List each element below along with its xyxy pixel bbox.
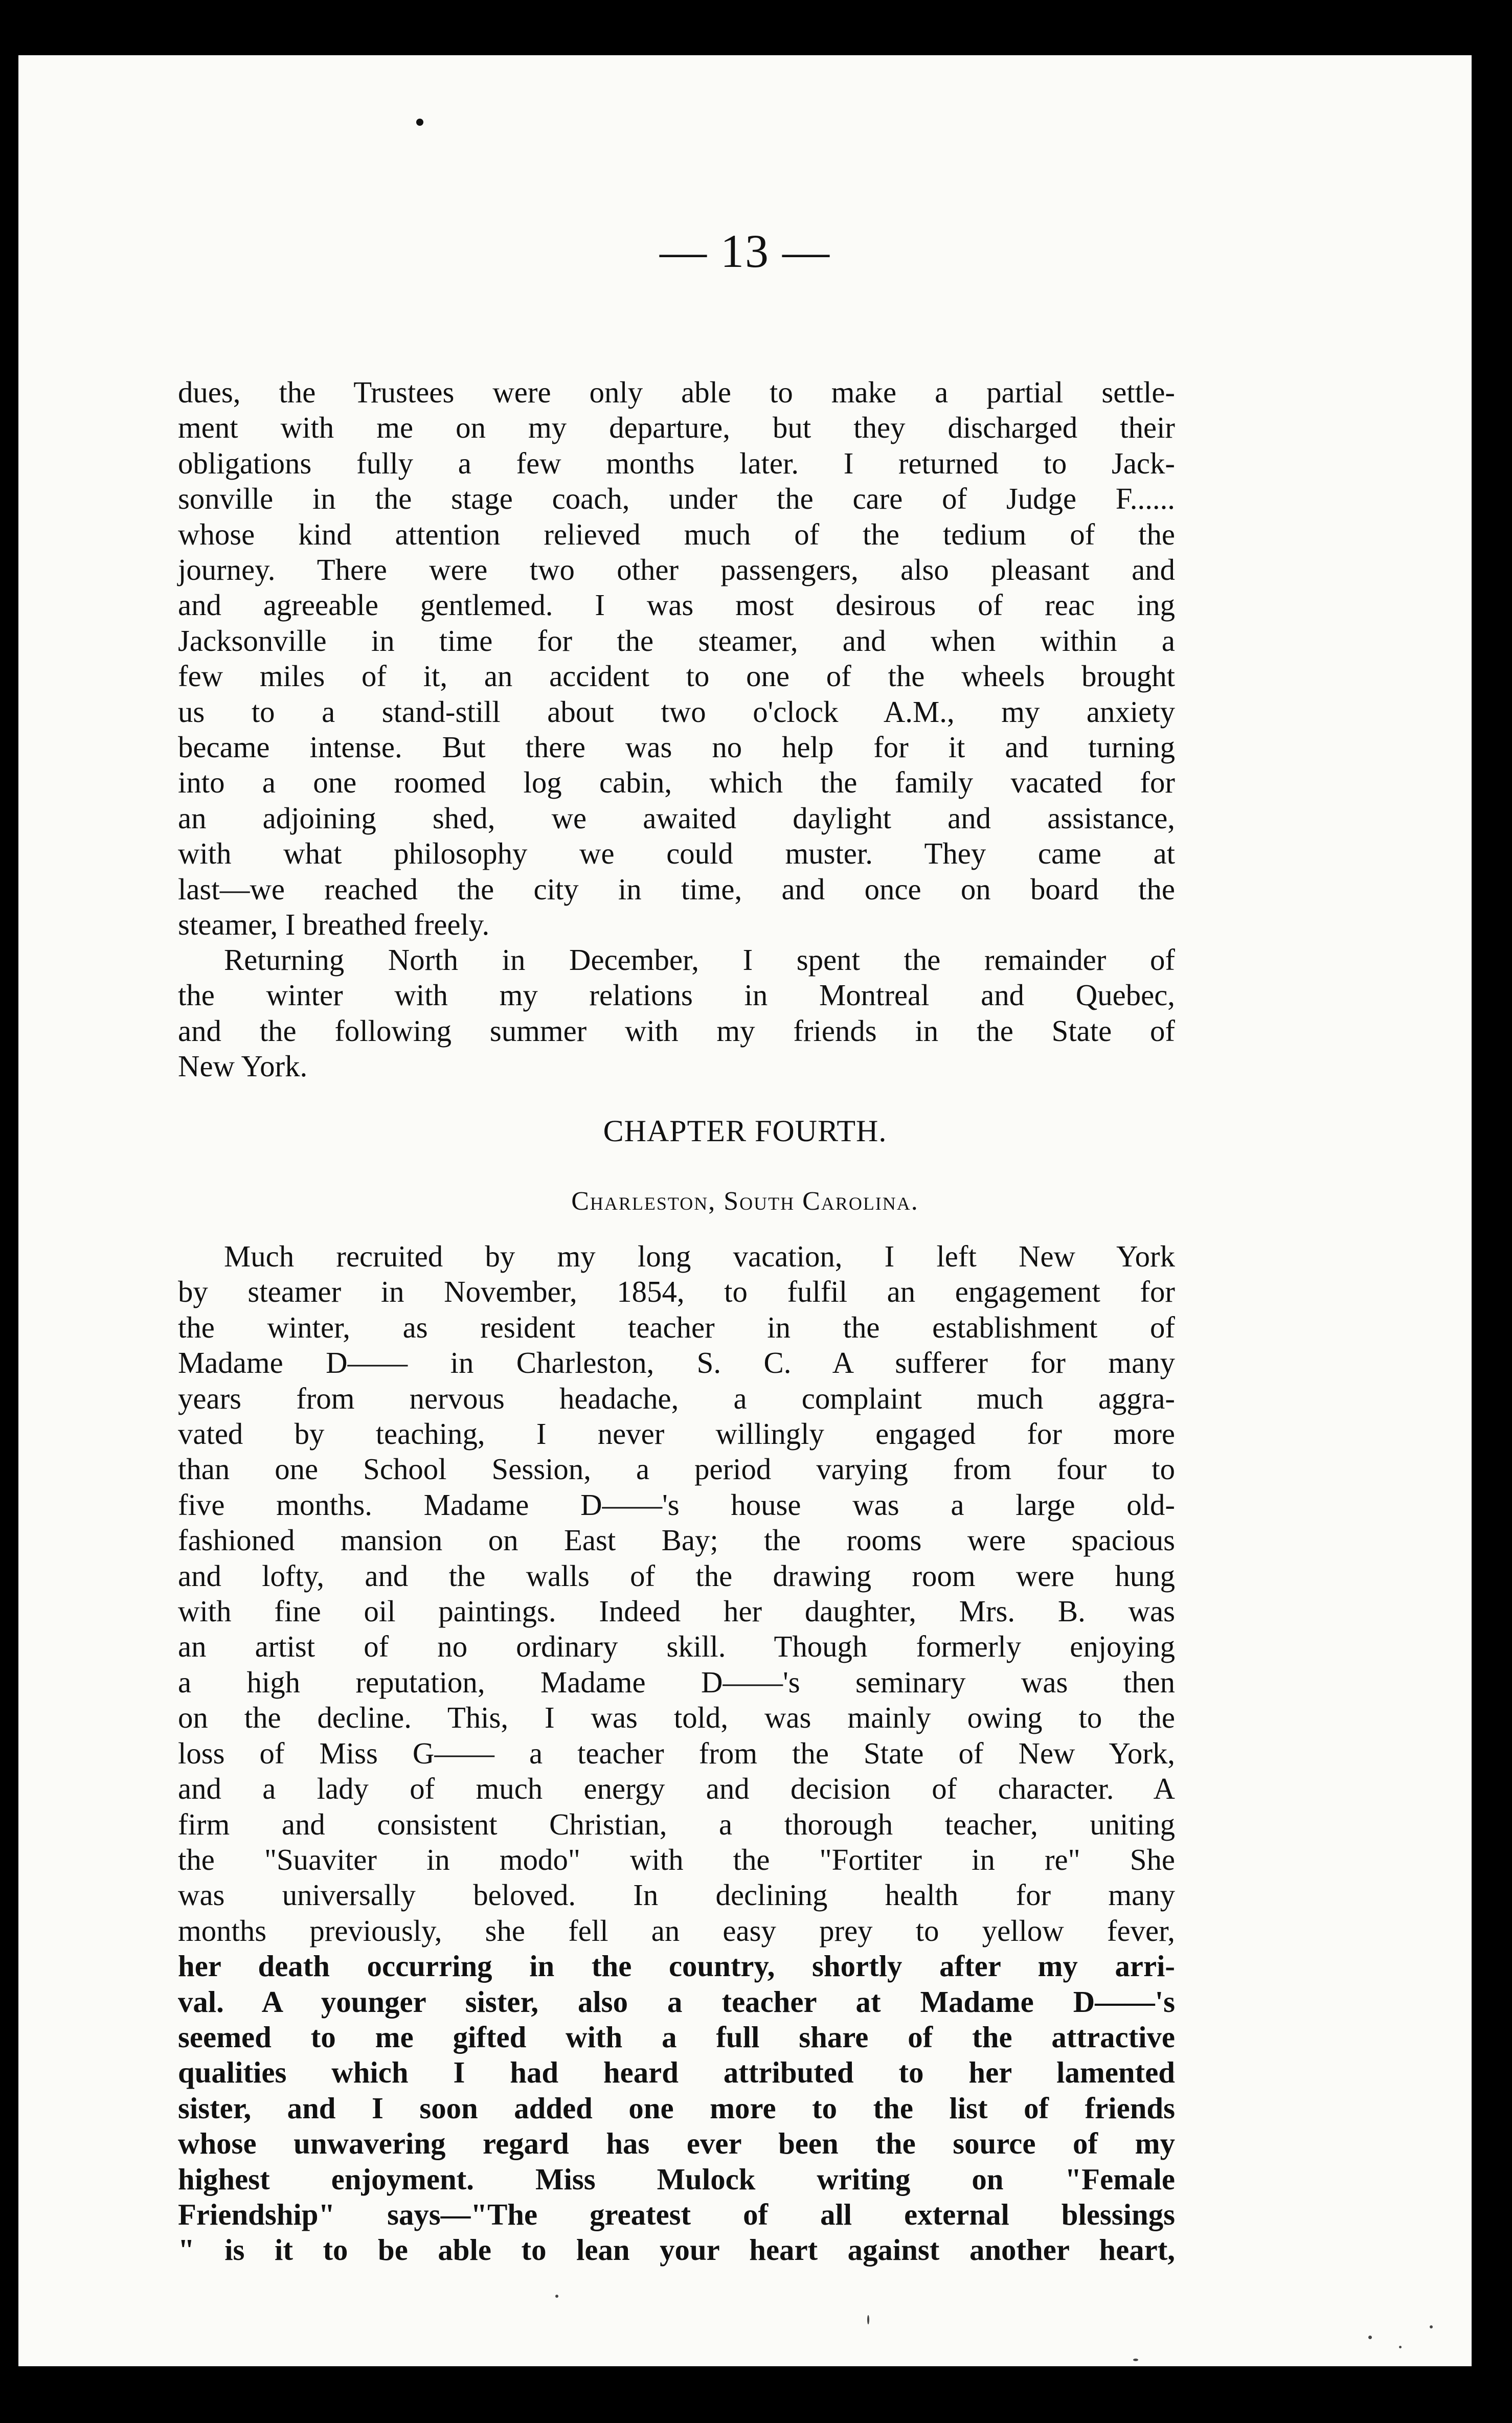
text-line: steamer, I breathed freely.: [178, 908, 490, 942]
text-line: journey. There were two other passengers, also pleasant and: [178, 553, 1175, 587]
paragraph-2: [178, 942, 1175, 1084]
text-line: seemed to me gifted with a full share of the attractive: [178, 2020, 1175, 2054]
text-line: an artist of no ordinary skill. Though formerly enjoying: [178, 1630, 1175, 1664]
text-line: was universally beloved. In declining health for many: [178, 1878, 1175, 1912]
text-line: vated by teaching, I never willingly engaged for more: [178, 1417, 1175, 1451]
text-line: us to a stand-still about two o'clock A.M., my anxiety: [178, 695, 1175, 729]
ink-speck: [1368, 2336, 1372, 2339]
text-line: whose kind attention relieved much of the tedium of the: [178, 517, 1175, 551]
page-number: — 13 —: [660, 225, 830, 277]
text-line: an adjoining shed, we awaited daylight and assistance,: [178, 801, 1175, 835]
text-line: on the decline. This, I was told, was mainly owing to the: [178, 1701, 1175, 1735]
text-line: last—we reached the city in time, and once on board the: [178, 872, 1175, 906]
text-line: Returning North in December, I spent the remainder of: [224, 943, 1175, 977]
text-line: sister, and I soon added one more to the list of friends: [178, 2091, 1175, 2125]
ink-speck: [867, 2315, 869, 2324]
text-line: ment with me on my departure, but they discharged their: [178, 411, 1175, 445]
chapter-heading: CHAPTER FOURTH.: [603, 1114, 887, 1148]
text-line: whose unwavering regard has ever been the source of my: [178, 2127, 1175, 2161]
text-line: and lofty, and the walls of the drawing room were hung: [178, 1559, 1175, 1593]
text-line: few miles of it, an accident to one of the wheels brought: [178, 660, 1175, 693]
text-line: qualities which I had heard attributed to her lamented: [178, 2056, 1175, 2090]
text-line: by steamer in November, 1854, to fulfil an engagement for: [178, 1275, 1175, 1309]
text-line: the winter, as resident teacher in the establishment of: [178, 1310, 1175, 1344]
text-line: with fine oil paintings. Indeed her daughter, Mrs. B. was: [178, 1595, 1175, 1628]
text-line: with what philosophy we could muster. They came at: [178, 837, 1175, 871]
text-line: than one School Session, a period varying from four to: [178, 1453, 1175, 1486]
ink-dot: [416, 119, 423, 126]
paragraph-3: [178, 1239, 1175, 2268]
text-line: months previously, she fell an easy prey to yellow fever,: [178, 1914, 1175, 1948]
text-line: Madame D—— in Charleston, S. C. A sufferer for many: [178, 1346, 1175, 1380]
text-line: obligations fully a few months later. I returned to Jack-: [178, 446, 1175, 480]
book-page: [18, 55, 1472, 2366]
text-line: fashioned mansion on East Bay; the rooms were spacious: [178, 1524, 1175, 1557]
ink-speck: [1430, 2325, 1433, 2328]
text-line: her death occurring in the country, shortly after my arri-: [178, 1950, 1175, 1983]
text-line: dues, the Trustees were only able to make a partial settle-: [178, 376, 1175, 409]
text-line: New York.: [178, 1050, 308, 1083]
text-line: Much recruited by my long vacation, I left New York: [224, 1240, 1175, 1273]
text-line: highest enjoyment. Miss Mulock writing on "Female: [178, 2162, 1175, 2196]
text-line: became intense. But there was no help for it and turning: [178, 731, 1175, 764]
ink-speck: [1133, 2359, 1138, 2361]
text-line: into a one roomed log cabin, which the family vacated for: [178, 766, 1175, 800]
ink-speck: [1399, 2346, 1402, 2348]
text-line: val. A younger sister, also a teacher at Madame D——'s: [178, 1985, 1175, 2019]
text-line: " is it to be able to lean your heart against another heart,: [178, 2233, 1175, 2267]
text-line: the "Suaviter in modo" with the "Fortiter in re" She: [178, 1843, 1175, 1876]
text-line: firm and consistent Christian, a thorough teacher, uniting: [178, 1807, 1175, 1841]
text-line: and a lady of much energy and decision of character. A: [178, 1772, 1175, 1806]
text-line: and agreeable gentlemed. I was most desirous of reac ing: [178, 588, 1175, 622]
text-line: years from nervous headache, a complaint much aggra-: [178, 1382, 1175, 1415]
text-line: Friendship" says—"The greatest of all external blessings: [178, 2198, 1175, 2231]
ink-speck: [555, 2295, 558, 2298]
text-line: five months. Madame D——'s house was a large old-: [178, 1488, 1175, 1522]
text-line: sonville in the stage coach, under the care of Judge F......: [178, 482, 1175, 516]
text-line: a high reputation, Madame D——'s seminary was then: [178, 1665, 1175, 1699]
text-line: the winter with my relations in Montreal and Quebec,: [178, 979, 1175, 1012]
paragraph-1: [178, 375, 1175, 943]
text-line: and the following summer with my friends in the State of: [178, 1014, 1175, 1048]
text-line: Jacksonville in time for the steamer, and when within a: [178, 624, 1175, 658]
text-line: loss of Miss G—— a teacher from the State of New York,: [178, 1736, 1175, 1770]
chapter-subheading: Charleston, South Carolina.: [571, 1187, 919, 1216]
